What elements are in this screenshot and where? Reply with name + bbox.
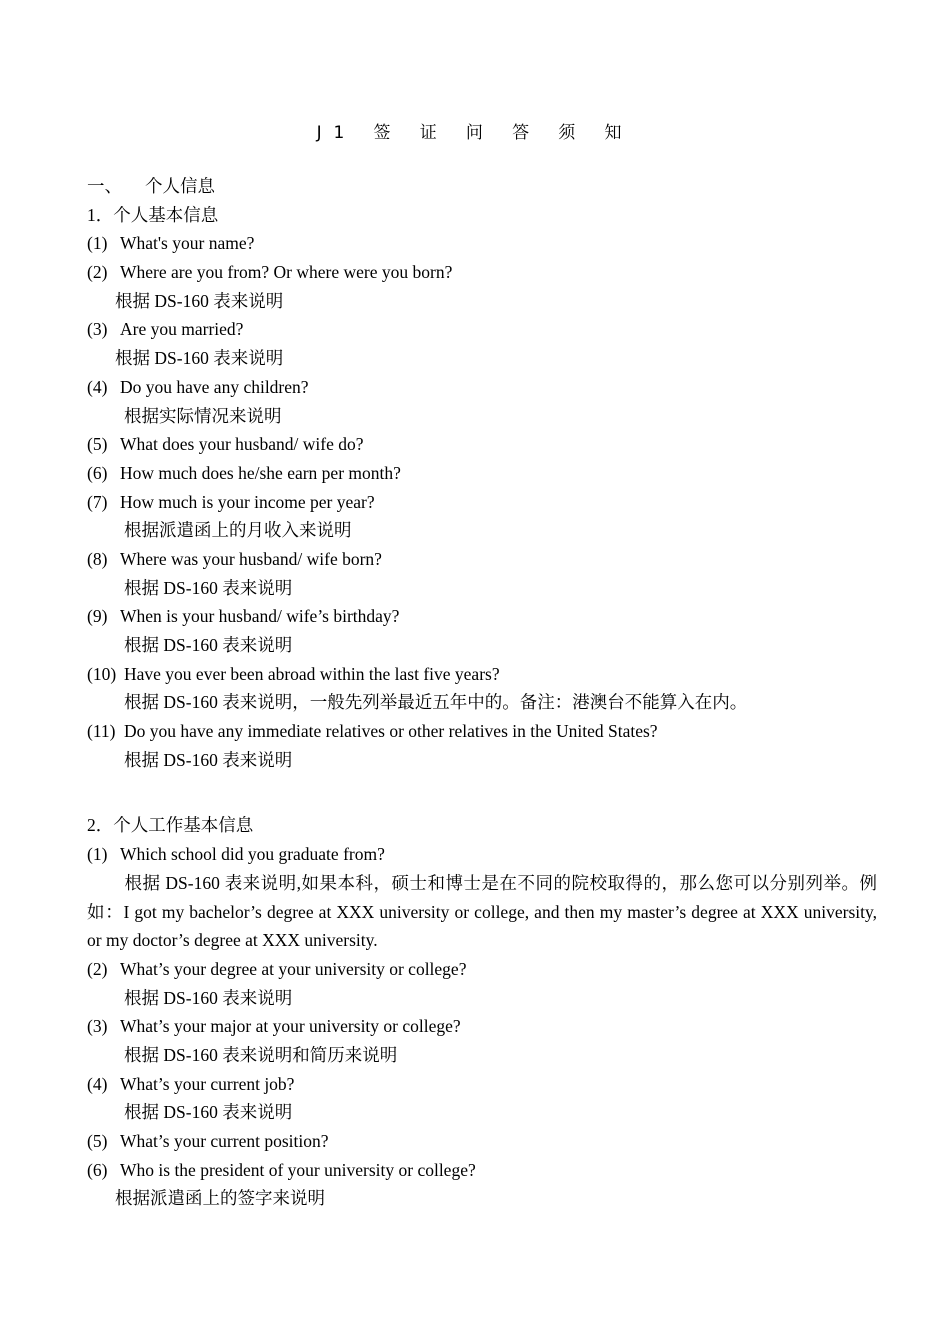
- question-text: What’s your current position?: [120, 1131, 329, 1152]
- question-item: [87, 488, 877, 517]
- question-item: [87, 602, 877, 631]
- question-item: [87, 1127, 877, 1156]
- question-text: What’s your current job?: [120, 1073, 295, 1094]
- question-text: What’s your degree at your university or college?: [120, 958, 467, 979]
- answer-note: [87, 869, 877, 955]
- answer-note-text: 根据 DS-160 表来说明,如果本科，硕士和博士是在不同的院校取得的，那么您可以分别列举。例如：I got my bachelor’s degree at XXX university or college, and then my master’s degree at XXX university, or my doctor’s degree at XXX university.: [87, 872, 877, 951]
- question-number: (10): [87, 663, 117, 684]
- question-text: What’s your major at your university or college?: [120, 1016, 461, 1037]
- question-item: [87, 315, 877, 344]
- question-number: (4): [87, 376, 108, 397]
- question-number: (6): [87, 462, 108, 483]
- question-item: [87, 955, 877, 984]
- answer-note: 根据实际情况来说明: [124, 405, 282, 426]
- section-number: 一、: [87, 176, 122, 196]
- answer-note: 根据派遣函上的月收入来说明: [124, 520, 352, 541]
- answer-note: 根据 DS-160 表来说明: [124, 1102, 293, 1123]
- question-text: How much does he/she earn per month?: [120, 462, 401, 483]
- question-item: [87, 1156, 877, 1185]
- question-number: (2): [87, 958, 108, 979]
- question-number: (7): [87, 491, 108, 512]
- question-text: Who is the president of your university or college?: [120, 1159, 476, 1180]
- question-item: [87, 1012, 877, 1041]
- answer-note: 根据 DS-160 表来说明和简历来说明: [124, 1044, 398, 1065]
- question-text: Are you married?: [120, 319, 244, 340]
- document-body: [87, 172, 877, 1213]
- question-number: (11): [87, 721, 116, 742]
- question-text: How much is your income per year?: [120, 491, 375, 512]
- question-text: Where was your husband/ wife born?: [120, 548, 382, 569]
- question-number: (3): [87, 319, 108, 340]
- section-heading: [87, 172, 877, 201]
- subsection-heading: 1．个人基本信息: [87, 204, 219, 225]
- answer-note: 根据 DS-160 表来说明: [115, 348, 284, 369]
- answer-note: 根据 DS-160 表来说明: [124, 577, 293, 598]
- answer-note: 根据 DS-160 表来说明: [124, 987, 293, 1008]
- question-text: When is your husband/ wife’s birthday?: [120, 606, 400, 627]
- question-item: [87, 373, 877, 402]
- question-number: (8): [87, 548, 108, 569]
- question-number: (1): [87, 844, 108, 865]
- question-text: Where are you from? Or where were you born?: [120, 262, 453, 283]
- question-item: [87, 459, 877, 488]
- answer-note: 根据 DS-160 表来说明: [124, 635, 293, 655]
- question-text: Have you ever been abroad within the last five years?: [124, 663, 500, 684]
- question-number: (2): [87, 262, 108, 283]
- question-number: (9): [87, 606, 108, 627]
- answer-note: 根据 DS-160 表来说明: [124, 749, 293, 770]
- question-item: [87, 229, 877, 258]
- question-number: (3): [87, 1016, 108, 1037]
- question-item: [87, 1070, 877, 1099]
- question-text: Do you have any children?: [120, 376, 309, 397]
- document-title: J1 签 证 问 答 须 知: [316, 123, 634, 143]
- answer-note: 根据 DS-160 表来说明: [115, 290, 284, 311]
- question-text: What does your husband/ wife do?: [120, 434, 364, 455]
- question-number: (5): [87, 434, 108, 455]
- question-item: [87, 545, 877, 574]
- question-number: (6): [87, 1159, 108, 1180]
- question-item: [87, 660, 877, 689]
- section-title: 个人信息: [145, 176, 215, 196]
- question-text: Which school did you graduate from?: [120, 844, 385, 865]
- question-item: [87, 258, 877, 287]
- question-number: (1): [87, 233, 108, 254]
- question-item: [87, 430, 877, 459]
- answer-note: 根据派遣函上的签字来说明: [115, 1188, 325, 1209]
- subsection-heading: 2．个人工作基本信息: [87, 815, 254, 836]
- answer-note: 根据 DS-160 表来说明，一般先列举最近五年中的。备注：港澳台不能算入在内。: [124, 692, 748, 713]
- question-item: [87, 717, 877, 746]
- question-text: Do you have any immediate relatives or other relatives in the United States?: [124, 721, 658, 742]
- question-number: (4): [87, 1073, 108, 1094]
- question-number: (5): [87, 1131, 108, 1152]
- question-item: [87, 840, 877, 869]
- question-text: What's your name?: [120, 233, 255, 254]
